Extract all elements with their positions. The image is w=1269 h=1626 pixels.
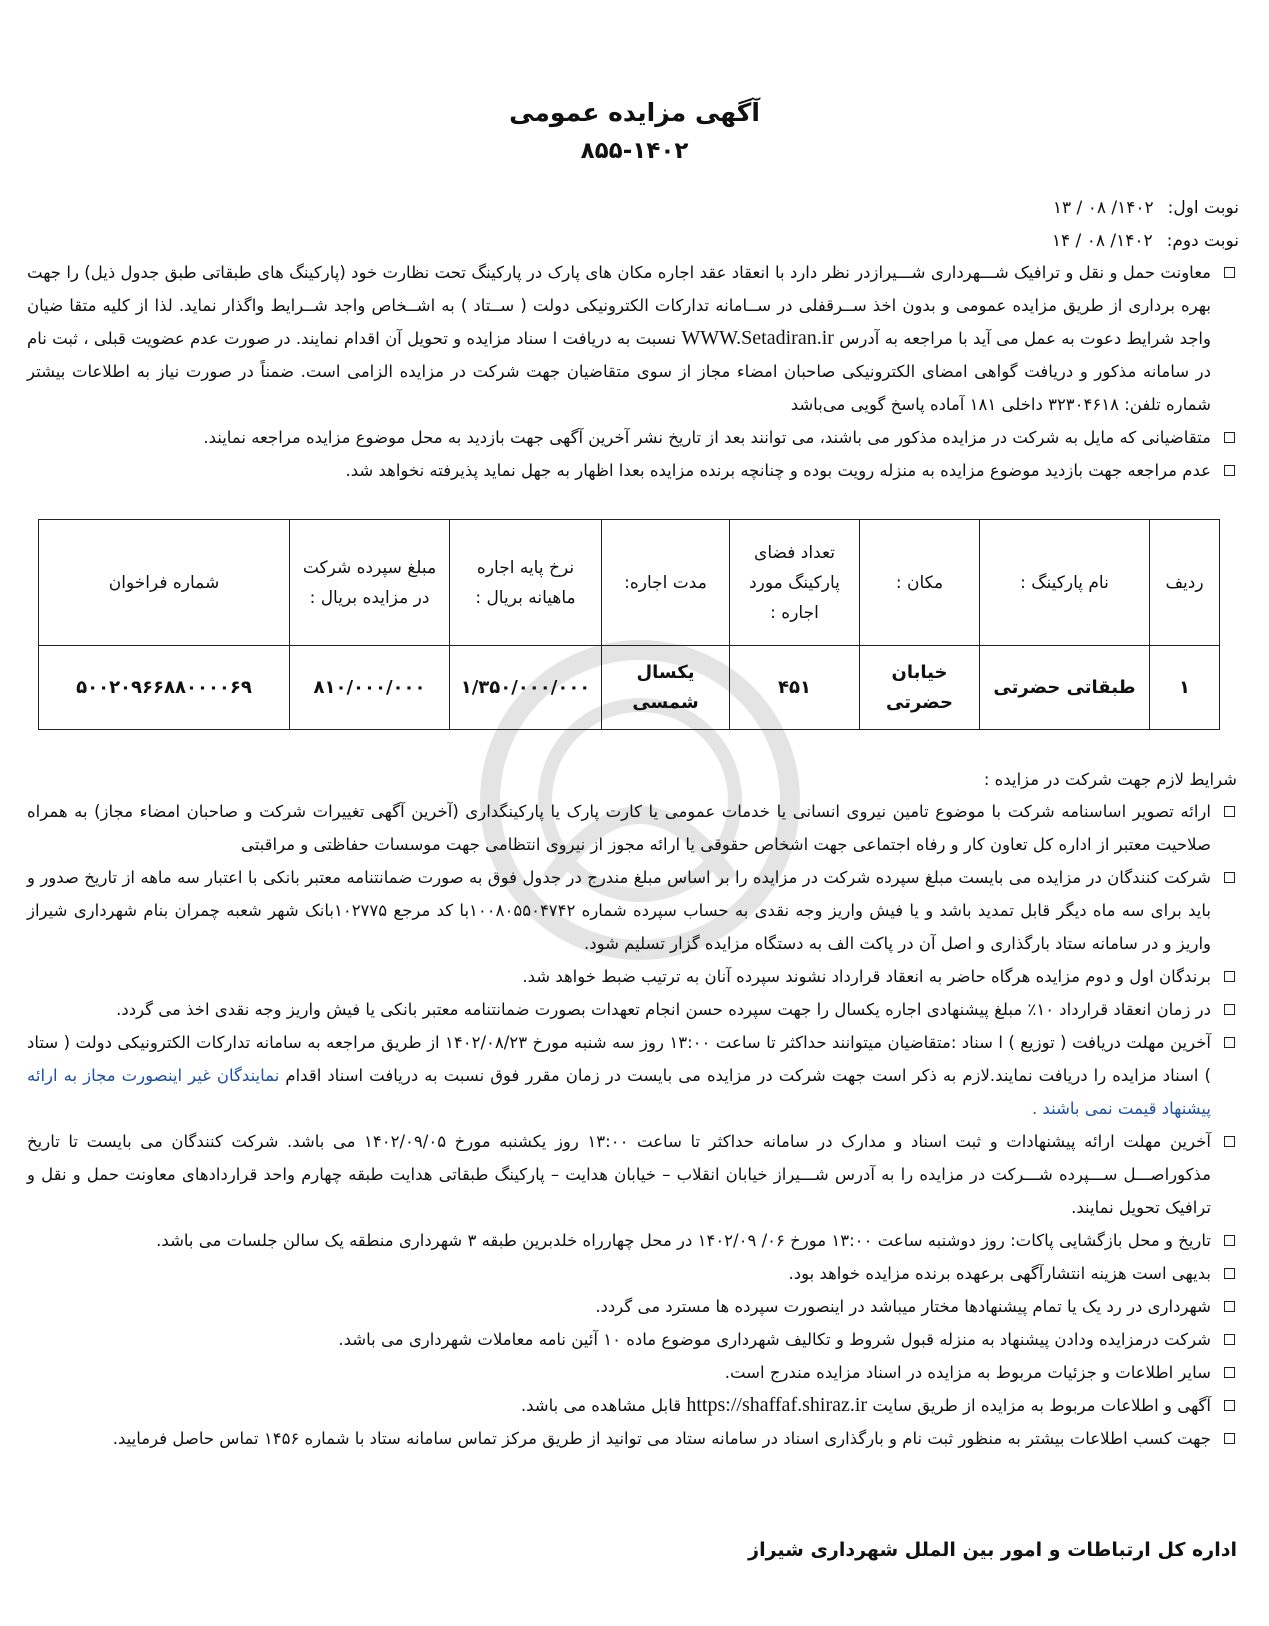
checkbox-bullet-icon [1224, 1037, 1235, 1048]
no-visit-paragraph: عدم مراجعه جهت بازدید موضوع مزایده به منزله رویت بوده و چنانچه برنده مزایده بعدا اظهار به جهل نماید پذیرفته نخواهد شد. [27, 454, 1237, 487]
condition-item: تاریخ و محل بازگشایی پاکات: روز دوشنبه ساعت ۱۳:۰۰ مورخ ۰۶/ ۱۴۰۲/۰۹ در محل چهارراه خلدبرین طبقه ۳ شهرداری منطقه یک سالن جلسات می باشد. [27, 1224, 1237, 1257]
checkbox-bullet-icon [1224, 1004, 1235, 1015]
condition-item: آخرین مهلت ارائه پیشنهادات و ثبت اسناد و مدارک در سامانه حداکثر تا ساعت ۱۳:۰۰ روز یکشنبه مورخ ۱۴۰۲/۰۹/۰۵ می باشد. شرکت کنندگان می بایست تا تاریخ مذکوراصـــل ســـپرده شـــرکت در مزایده را به آدرس شـــیراز خیابان انقلاب – خیابان هدایت – پارکینگ طبقاتی هدایت طبقه چهارم واحد قراردادهای معاونت حمل و نقل و ترافیک تحویل نمایند. [27, 1125, 1237, 1224]
checkbox-bullet-icon [1224, 1400, 1235, 1411]
setadiran-url: WWW.Setadiran.ir [681, 327, 834, 349]
round-date: ۱۴۰۲/ ۰۸ / ۱۳ [1052, 198, 1154, 218]
condition-item: در زمان انعقاد قرارداد ۱۰٪ مبلغ پیشنهادی اجاره یکسال را جهت سپرده حسن انجام تعهدات بصورت ضمانتنامه معتبر بانکی یا فیش واریز وجه نقدی اخذ می گردد. [27, 993, 1237, 1026]
condition-item: شهرداری در رد یک یا تمام پیشنهادها مختار میباشد در اینصورت سپرده ها مسترد می گردد. [27, 1290, 1237, 1323]
condition-item: سایر اطلاعات و جزئیات مربوط به مزایده در اسناد مزایده مندرج است. [27, 1356, 1237, 1389]
header-base-rate: نرخ پایه اجاره ماهیانه بریال : [450, 520, 602, 646]
document-number: ۸۵۵-۱۴۰۲ [580, 138, 689, 164]
checkbox-bullet-icon [1224, 1136, 1235, 1147]
header-call-no: شماره فراخوان [39, 520, 290, 646]
conditions-heading: شرایط لازم جهت شرکت در مزایده : [983, 770, 1237, 789]
round-label: نوبت دوم: [1166, 231, 1239, 251]
header-location: مکان : [860, 520, 980, 646]
round-first [1053, 198, 1239, 218]
checkbox-bullet-icon [1224, 1433, 1235, 1444]
cell-deposit: ۸۱۰/۰۰۰/۰۰۰ [290, 646, 450, 730]
condition-item: جهت کسب اطلاعات بیشتر به منظور ثبت نام و بارگذاری اسناد در سامانه ستاد می توانید از طریق مرکز تماس سامانه ستاد با شماره ۱۴۵۶ تماس حاصل فرمایید. [27, 1422, 1237, 1455]
checkbox-bullet-icon [1224, 1367, 1235, 1378]
checkbox-bullet-icon [1224, 465, 1235, 476]
condition-item: شرکت کنندگان در مزایده می بایست مبلغ سپرده شرکت در مزایده را بر اساس مبلغ مندرج در جدول فوق به صورت ضمانتنامه معتبر بانکی با اعتبار سه ماهه از تاریخ صدور و باید برای سه ماه دیگر قابل تمدید باشد و یا فیش واریز وجه نقدی به حساب سپرده شماره ۱۰۰۸۰۵۵۰۴۷۴۲با کد مرجع ۱۰۲۷۷۵بانک شهر شعبه چمران بنام شهرداری شیراز واریز و در سامانه ستاد بارگذاری و اصل آن در پاکت الف به دستگاه مزایده گزار تسلیم شود. [27, 861, 1237, 960]
footer-signature: اداره کل ارتباطات و امور بین الملل شهرداری شیراز [748, 1539, 1237, 1561]
checkbox-bullet-icon [1224, 267, 1235, 278]
checkbox-bullet-icon [1224, 432, 1235, 443]
condition-item: آخرین مهلت دریافت ( توزیع ) ا سناد :متقاضیان میتوانند حداکثر تا ساعت ۱۳:۰۰ روز سه شنبه مورخ ۱۴۰۲/۰۸/۲۳ از طریق مراجعه به سامانه تدارکات الکترونیکی دولت ( ستاد ) اسناد مزایده را دریافت نمایند.لازم به ذکر است جهت شرکت در مزایده می بایست در زمان مقرر فوق نسبت به دریافت اسناد اقدام نمایندگان غیر اینصورت مجاز به ارائه پیشنهاد قیمت نمی باشند . [27, 1026, 1237, 1125]
round-label: نوبت اول: [1167, 198, 1239, 218]
cell-call-no: ۵۰۰۲۰۹۶۶۸۸۰۰۰۰۶۹ [39, 646, 290, 730]
cell-row-no: ۱ [1150, 646, 1220, 730]
cell-base-rate: ۱/۳۵۰/۰۰۰/۰۰۰ [450, 646, 602, 730]
table-header-row [39, 520, 1220, 646]
table-row [39, 646, 1220, 730]
auction-table [38, 519, 1220, 730]
checkbox-bullet-icon [1224, 1301, 1235, 1312]
checkbox-bullet-icon [1224, 1235, 1235, 1246]
round-date: ۱۴۰۲/ ۰۸ / ۱۴ [1051, 231, 1153, 251]
condition-item: شرکت درمزایده ودادن پیشنهاد به منزله قبول شروط و تکالیف شهرداری موضوع ماده ۱۰ آئین نامه معاملات شهرداری می باشد. [27, 1323, 1237, 1356]
condition-item: ارائه تصویر اساسنامه شرکت با موضوع تامین نیروی انسانی یا خدمات عمومی یا کارت پارک یا پارکینگداری (آخرین آگهی تغییرات شرکت و صاحبان امضاء مجاز) به همراه صلاحیت معتبر از اداره کل تعاون کار و رفاه اجتماعی جهت اشخاص حقوقی یا ارائه مجوز از نیروی انتظامی جهت موسسات حفاظتی و مراقبتی [27, 795, 1237, 861]
shaffaf-url: https://shaffaf.shiraz.ir [686, 1394, 868, 1416]
conditions-list [27, 795, 1237, 1455]
round-second [1052, 231, 1239, 251]
cell-duration: یکسال شمسی [602, 646, 730, 730]
condition-item: بدیهی است هزینه انتشارآگهی برعهده برنده مزایده خواهد بود. [27, 1257, 1237, 1290]
condition-item: آگهی و اطلاعات مربوط به مزایده از طریق سایت https://shaffaf.shiraz.ir قابل مشاهده می باشد. [27, 1389, 1237, 1422]
checkbox-bullet-icon [1224, 806, 1235, 817]
header-deposit: مبلغ سپرده شرکت در مزایده بریال : [290, 520, 450, 646]
intro-paragraph: معاونت حمل و نقل و ترافیک شـــهرداری شـــیرازدر نظر دارد با انعقاد عقد اجاره مکان های پارک در پارکینگ تحت نظارت خود (پارکینگ های طبقاتی طبق جدول ذیل) را جهت بهره برداری از طریق مزایده عمومی و بدون اخذ ســرقفلی در ســامانه تدارکات الکترونیکی دولت ( ســتاد ) به اشــخاص واجد شــرایط واگذار نماید. لذا از کلیه متقا ضیان واجد شرایط دعوت به عمل می آید با مراجعه به آدرس WWW.Setadiran.ir نسبت به دریافت ا سناد مزایده و تحویل آن اقدام نمایند. در صورت عدم عضویت قبلی ، ثبت نام در سامانه مذکور و دریافت گواهی امضای الکترونیکی صاحبان امضاء مجاز از سوی متقاضیان جهت شرکت در مزایده الزامی است. ضمناً در صورت نیاز به اطلاعات بیشتر شماره تلفن: ۳۲۳۰۴۶۱۸ داخلی ۱۸۱ آماده پاسخ گویی می‌باشد [27, 256, 1237, 421]
intro-list [27, 256, 1237, 487]
cell-location: خیابان حضرتی [860, 646, 980, 730]
visit-paragraph: متقاضیانی که مایل به شرکت در مزایده مذکور می باشند، می توانند بعد از تاریخ نشر آخرین آگهی جهت بازدید به محل موضوع مزایده مراجعه نمایند. [27, 421, 1237, 454]
highlighted-text: نمایندگان غیر اینصورت مجاز به ارائه پیشنهاد قیمت نمی باشند . [27, 1066, 1211, 1118]
header-row-no: ردیف [1150, 520, 1220, 646]
checkbox-bullet-icon [1224, 1334, 1235, 1345]
checkbox-bullet-icon [1224, 1268, 1235, 1279]
header-duration: مدت اجاره: [602, 520, 730, 646]
checkbox-bullet-icon [1224, 971, 1235, 982]
header-spaces: تعداد فضای پارکینگ مورد اجاره : [730, 520, 860, 646]
cell-parking-name: طبقاتی حضرتی [980, 646, 1150, 730]
checkbox-bullet-icon [1224, 872, 1235, 883]
header-parking-name: نام پارکینگ : [980, 520, 1150, 646]
document-title: آگهی مزایده عمومی [509, 98, 760, 127]
cell-spaces: ۴۵۱ [730, 646, 860, 730]
condition-item: برندگان اول و دوم مزایده هرگاه حاضر به انعقاد قرارداد نشوند سپرده آنان به ترتیب ضبط خواهد شد. [27, 960, 1237, 993]
